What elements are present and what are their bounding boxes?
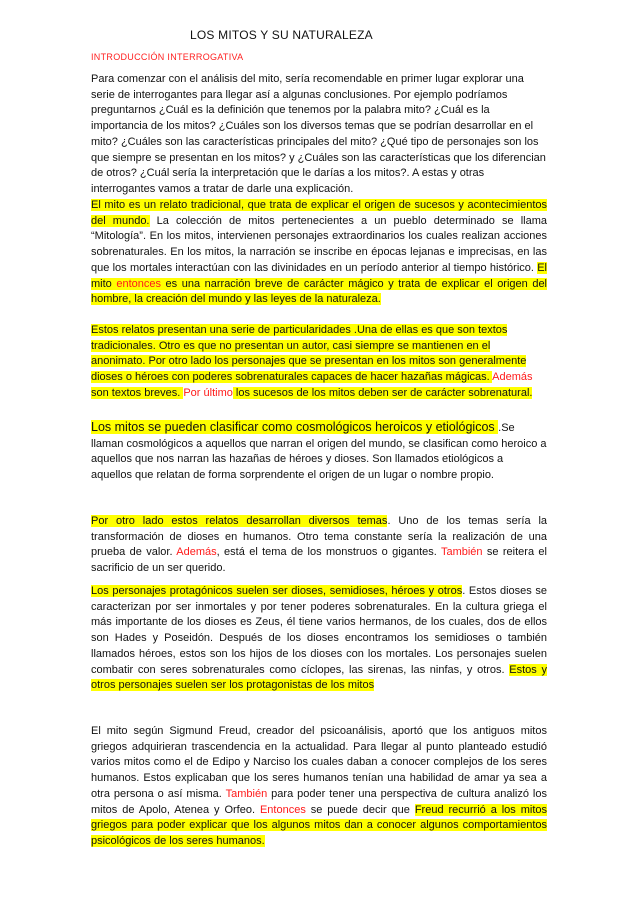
highlighted-text: Freud recurrió a los mitos griegos para poder explicar que los algunos mitos dan a conocer algunos comportamientos psicológicos de los seres humanos.	[91, 803, 547, 847]
paragraph-text: La colección de mitos pertenecientes a un pueblo determinado se llama “Mitología”. En los mitos, intervienen personajes extraordinarios los cuales realizan acciones sobrenaturales. En los mitos, la narración se inscribe en épocas lejanas e imprecisas, en las que los mortales interactúan con las divinidades en un período anterior al tiempo histórico.	[91, 214, 548, 274]
red-connector-text: Además	[176, 546, 217, 559]
paragraph-characters	[91, 584, 547, 694]
red-connector-text: Entonces	[259, 803, 306, 816]
paragraph-text: para poder tener una perspectiva de cultura analizó los mitos de Apolo, Atenea y Orfeo.	[91, 787, 547, 816]
paragraph-text: . Estos dioses se caracterizan por ser inmortales y por tener poderes sobrenaturales. En la cultura griega el más importante de los dioses es Zeus, él tiene varios hermanos, de los cuales, dos de ellos son Hades y Poseidón. Después de los dioses encontramos los semidioses o también llamados héroes, estos son los hijos de los dioses con los mortales. Los personajes suelen combatir con seres sobrenaturales como cíclopes, las sirenas, las ninfas, y otros.	[91, 585, 547, 676]
document-title: LOS MITOS Y SU NATURALEZA	[190, 28, 373, 42]
highlighted-text: Estos relatos presentan una serie de particularidades .Una de ellas es que son textos tradicionales. Otro es que no presentan un autor, casi siempre se mantienen en el anonimato. Por otro lado los personajes que se presentan en los mitos son generalmente dioses o héroes con poderes sobrenaturales capaces de hacer hazañas mágicas.	[91, 324, 527, 384]
paragraph-intro	[91, 72, 547, 198]
paragraph-definition	[91, 198, 547, 308]
red-connector-text: También	[440, 546, 483, 559]
section-subtitle: INTRODUCCIÓN INTERROGATIVA	[91, 52, 244, 62]
paragraph-characteristics	[91, 323, 547, 402]
highlighted-text: son textos breves.	[91, 386, 184, 399]
paragraph-text: se puede decir que	[305, 803, 415, 816]
highlighted-text-part: es una narración breve de carácter mágico y trata de explicar el origen del hombre, la creación del mundo y las leyes de la naturaleza.	[91, 277, 548, 306]
highlighted-text: Los mitos se pueden clasificar como cosmológicos heroicos y etiológicos	[91, 420, 499, 434]
red-connector-text: Además	[492, 371, 533, 384]
highlighted-text: Estos y otros personajes suelen ser los protagonistas de los mitos	[91, 663, 547, 692]
highlighted-text: El mito es un relato tradicional, que trata de explicar el origen de sucesos y acontecimientos del mundo.	[91, 199, 547, 227]
highlighted-text: Los personajes protagónicos suelen ser dioses, semidioses, héroes y otros	[91, 585, 463, 597]
paragraph-text: . Uno de los temas sería la transformación de dioses en humanos. Otro tema constante sería la realización de una prueba de valor.	[91, 515, 548, 559]
red-connector-text: Por último	[183, 386, 233, 399]
red-connector-text: También	[225, 787, 268, 800]
paragraph-text: El mito según Sigmund Freud, creador del psicoanálisis, aportó que los antiguos mitos griegos adquirieran trascendencia en la actualidad. Para llegar al punto planteado estudió varios mitos como el de Edipo y Narciso los cuales daban a conocer complejos de los seres humanos. Estos explicaban que los seres humanos tenían una habilidad de amar ya sea a otra persona o así misma.	[91, 725, 547, 800]
highlighted-text: los sucesos de los mitos deben ser de carácter sobrenatural.	[232, 386, 533, 399]
paragraph-themes	[91, 514, 547, 577]
paragraph-text: .Se llaman cosmológicos a aquellos que narran el origen del mundo, se clasifican como heroico a aquellos que nos narran las hazañas de héroes y dioses. Son llamados etiológicos a aquellos que relatan de forma sorprendente el origen de un lugar o nombre propio.	[91, 422, 547, 482]
paragraph-text: Para comenzar con el análisis del mito, sería recomendable en primer lugar explorar una serie de interrogantes para llegar así a algunas conclusiones. Por ejemplo podríamos preguntarnos ¿Cuál es la definición que tenemos por la palabra mito? ¿Cuál es la importancia de los mitos? ¿Cuáles son los diversos temas que se podrían desarrollar en el mito? ¿Cuáles son las características principales del mito? ¿Qué tipo de personajes son los que siempre se presentan en los mitos? y ¿Cuáles son las características que los diferencian de otros? ¿Cuál sería la interpretación que le darías a los mitos?. A estas y otras interrogantes vamos a tratar de darle una explicación.	[91, 73, 546, 195]
highlighted-text-part: El mito	[91, 261, 547, 290]
paragraph-classification	[91, 420, 547, 484]
paragraph-freud	[91, 724, 547, 850]
red-connector-text: entonces	[116, 277, 161, 290]
highlighted-text: Por otro lado estos relatos desarrollan diversos temas	[91, 515, 388, 527]
paragraph-text: se reitera el sacrificio de un ser querido.	[91, 546, 547, 575]
paragraph-text: , está el tema de los monstruos o gigantes.	[216, 546, 441, 559]
